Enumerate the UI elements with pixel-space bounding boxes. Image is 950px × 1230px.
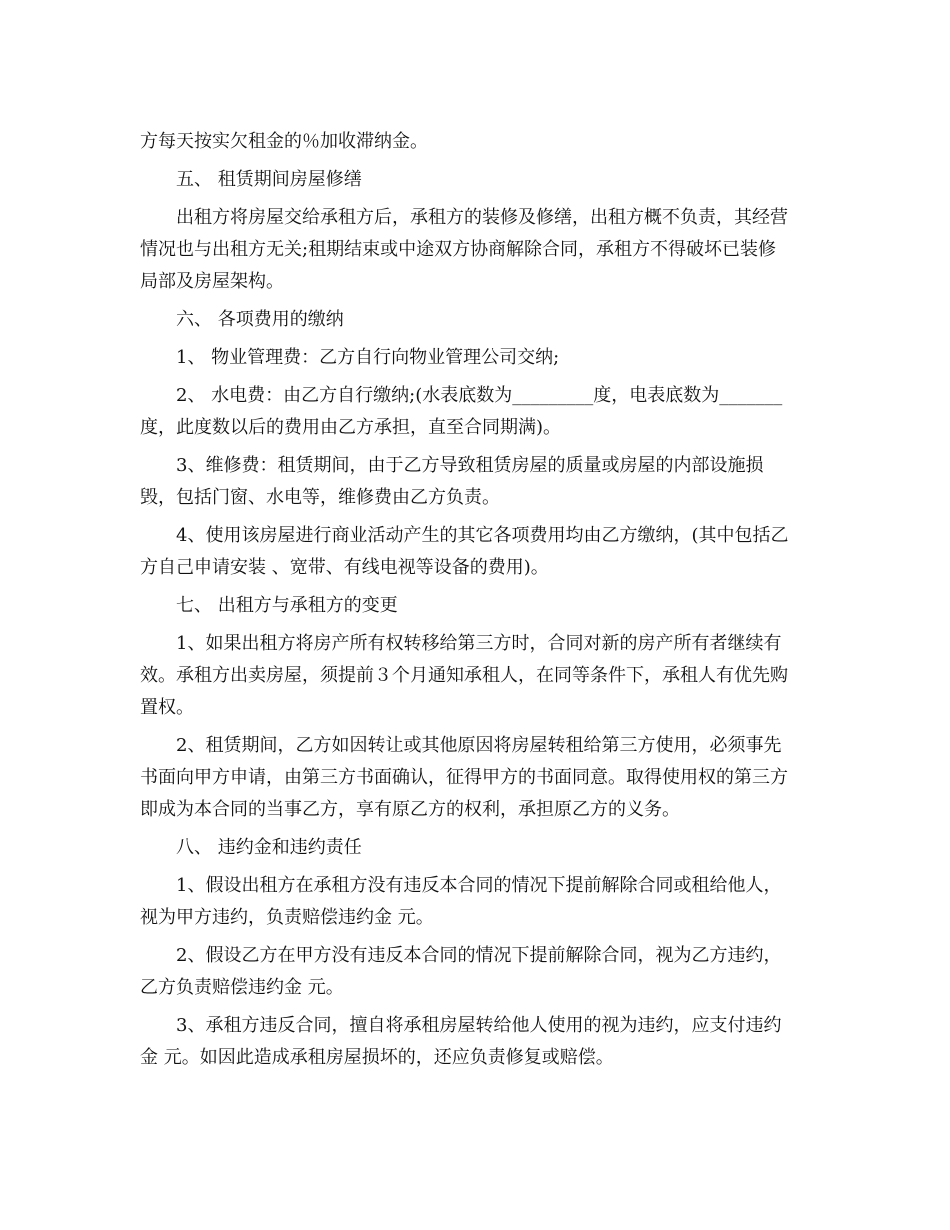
document-line: 效。承租方出卖房屋，须提前３个月通知承租人，在同等条件下，承租人有优先购 — [140, 665, 788, 686]
document-line: 乙方负责赔偿违约金 元。 — [140, 977, 344, 998]
document-body — [140, 126, 812, 1074]
document-line: 八、 违约金和违约责任 — [176, 837, 362, 858]
document-line: 3、承租方违反合同，擅自将承租房屋转给他人使用的视为违约，应支付违约 — [176, 1015, 782, 1036]
document-line: 1、假设出租方在承租方没有违反本合同的情况下提前解除合同或租给他人， — [176, 875, 782, 896]
document-line: 即成为本合同的当事乙方，享有原乙方的权利，承担原乙方的义务。 — [140, 799, 680, 820]
document-line: 情况也与出租方无关;租期结束或中途双方协商解除合同，承租方不得破坏已装修 — [140, 239, 777, 260]
document-line: 出租方将房屋交给承租方后，承租方的装修及修缮，出租方概不负责，其经营 — [176, 207, 788, 228]
document-line: 七、 出租方与承租方的变更 — [176, 595, 398, 616]
document-line: 3、维修费：租赁期间，由于乙方导致租赁房屋的质量或房屋的内部设施损 — [176, 455, 764, 476]
document-line: 4、使用该房屋进行商业活动产生的其它各项费用均由乙方缴纳，(其中包括乙 — [176, 525, 789, 546]
document-line: 2、 水电费：由乙方自行缴纳;(水表底数为_________度，电表底数为_______ — [176, 385, 783, 406]
document-line: 方每天按实欠租金的％加收滞纳金。 — [140, 131, 428, 152]
document-line: 1、 物业管理费：乙方自行向物业管理公司交纳; — [176, 347, 560, 368]
document-line: 置权。 — [140, 697, 194, 718]
document-line: 度，此度数以后的费用由乙方承担，直至合同期满)。 — [140, 417, 562, 438]
document-line: 五、 租赁期间房屋修缮 — [176, 169, 362, 190]
document-line: 2、租赁期间，乙方如因转让或其他原因将房屋转租给第三方使用，必须事先 — [176, 735, 782, 756]
document-line: 金 元。如因此造成承租房屋损坏的，还应负责修复或赔偿。 — [140, 1047, 614, 1068]
document-line: 视为甲方违约，负责赔偿违约金 元。 — [140, 907, 434, 928]
document-line: 书面向甲方申请，由第三方书面确认，征得甲方的书面同意。取得使用权的第三方 — [140, 767, 788, 788]
document-line: 六、 各项费用的缴纳 — [176, 309, 344, 330]
document-line: 2、假设乙方在甲方没有违反本合同的情况下提前解除合同，视为乙方违约， — [176, 945, 782, 966]
document-line: 方自己申请安装 、宽带、有线电视等设备的费用)。 — [140, 557, 549, 578]
document-line: 毁，包括门窗、水电等，维修费由乙方负责。 — [140, 487, 500, 508]
document-line: 1、如果出租方将房产所有权转移给第三方时，合同对新的房产所有者继续有 — [176, 633, 782, 654]
document-line: 局部及房屋架构。 — [140, 271, 284, 292]
